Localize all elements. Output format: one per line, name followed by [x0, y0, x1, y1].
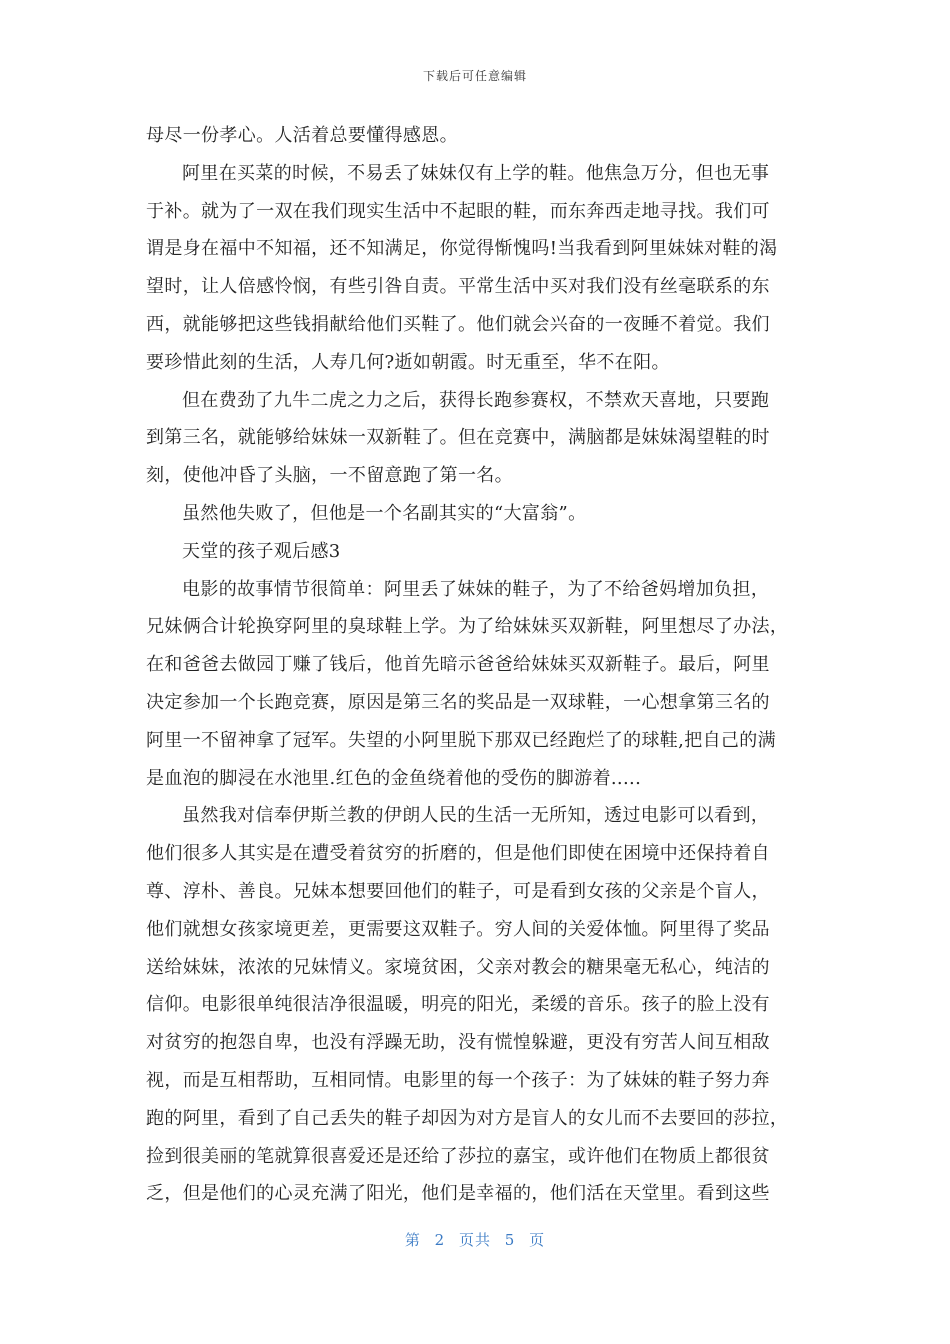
- page-number-current: 2: [434, 1231, 446, 1249]
- page-label-mid: 页共: [458, 1231, 491, 1249]
- text-line: 西，就能够把这些钱捐献给他们买鞋了。他们就会兴奋的一夜睡不着觉。我们: [146, 313, 770, 335]
- text-line: 在和爸爸去做园丁赚了钱后，他首先暗示爸爸给妹妹买双新鞋子。最后，阿里: [146, 654, 770, 676]
- text-line: 尊、淳朴、善良。兄妹本想要回他们的鞋子，可是看到女孩的父亲是个盲人，: [146, 880, 770, 902]
- text-line: 虽然我对信奉伊斯兰教的伊朗人民的生活一无所知，透过电影可以看到，: [182, 805, 770, 827]
- page-label-suffix: 页: [529, 1231, 546, 1249]
- page-footer: [0, 1229, 950, 1250]
- text-line: 望时，让人倍感怜悯，有些引咎自责。平常生活中买对我们没有丝毫联系的东: [146, 276, 770, 298]
- text-line: 于补。就为了一双在我们现实生活中不起眼的鞋，而东奔西走地寻找。我们可: [146, 200, 770, 222]
- text-line: 兄妹俩合计轮换穿阿里的臭球鞋上学。为了给妹妹买双新鞋，阿里想尽了办法，: [146, 616, 789, 638]
- text-line: 母尽一份孝心。人活着总要懂得感恩。: [146, 125, 458, 146]
- document-body: [146, 117, 812, 1213]
- text-line: 决定参加一个长跑竞赛，原因是第三名的奖品是一双球鞋，一心想拿第三名的: [146, 691, 770, 713]
- text-line: 阿里一不留神拿了冠军。失望的小阿里脱下那双已经跑烂了的球鞋,把自己的满: [146, 729, 776, 751]
- text-line: 对贫穷的抱怨自卑，也没有浮躁无助，没有慌惶躲避，更没有穷苦人间互相敌: [146, 1032, 770, 1054]
- section-heading: 天堂的孩子观后感3: [182, 540, 341, 562]
- text-line: 捡到很美丽的笔就算很喜爱还是还给了莎拉的嘉宝，或许他们在物质上都很贫: [146, 1145, 770, 1167]
- text-line: 谓是身在福中不知福，还不知满足，你觉得惭愧吗!当我看到阿里妹妹对鞋的渴: [146, 238, 778, 260]
- text-line: 跑的阿里，看到了自己丢失的鞋子却因为对方是盲人的女儿而不去要回的莎拉，: [146, 1107, 789, 1129]
- text-line: 虽然他失败了，但他是一个名副其实的“大富翁”。: [182, 502, 587, 524]
- page-label-prefix: 第: [404, 1231, 421, 1249]
- text-line: 刻，使他冲昏了头脑，一不留意跑了第一名。: [146, 465, 513, 487]
- text-line: 他们很多人其实是在遭受着贫穷的折磨的，但是他们即使在困境中还保持着自: [146, 843, 770, 865]
- text-line: 要珍惜此刻的生活，人寿几何?逝如朝霞。时无重至，华不在阳。: [146, 351, 670, 373]
- text-line: 送给妹妹，浓浓的兄妹情义。家境贫困，父亲对教会的糖果毫无私心，纯洁的: [146, 956, 770, 978]
- text-line: 阿里在买菜的时候，不易丢了妹妹仅有上学的鞋。他焦急万分，但也无事: [182, 162, 770, 184]
- page-header: 下载后可任意编辑: [422, 69, 527, 83]
- text-line: 他们就想女孩家境更差，更需要这双鞋子。穷人间的关爱体恤。阿里得了奖品: [146, 918, 770, 940]
- page-number-total: 5: [504, 1231, 516, 1249]
- text-line: 是血泡的脚浸在水池里.红色的金鱼绕着他的受伤的脚游着.....: [146, 767, 642, 789]
- text-line: 信仰。电影很单纯很洁净很温暖，明亮的阳光，柔缓的音乐。孩子的脸上没有: [146, 994, 770, 1016]
- text-line: 到第三名，就能够给妹妹一双新鞋了。但在竞赛中，满脑都是妹妹渴望鞋的时: [146, 427, 770, 449]
- text-line: 视，而是互相帮助，互相同情。电影里的每一个孩子：为了妹妹的鞋子努力奔: [146, 1069, 770, 1091]
- text-line: 乏，但是他们的心灵充满了阳光，他们是幸福的，他们活在天堂里。看到这些: [146, 1183, 770, 1205]
- text-line: 电影的故事情节很简单：阿里丢了妹妹的鞋子，为了不给爸妈增加负担，: [182, 578, 770, 600]
- text-line: 但在费劲了九牛二虎之力之后，获得长跑参赛权，不禁欢天喜地，只要跑: [182, 389, 770, 411]
